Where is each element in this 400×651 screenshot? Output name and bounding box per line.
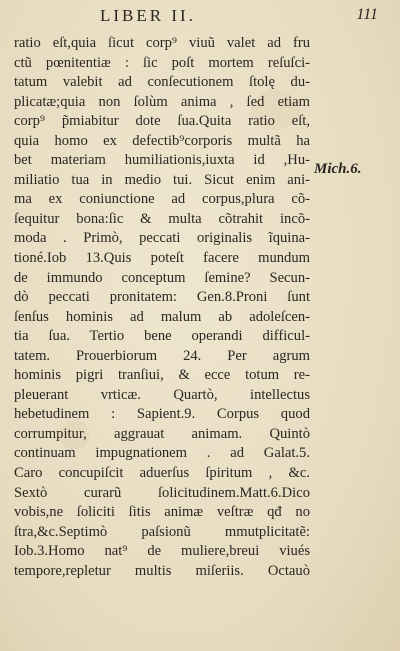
text-line: tatum valebit ad conſecutionem ſtolę du- <box>14 74 310 91</box>
text-line: dò peccati pronitatem: Gen.8.Proni ſunt <box>14 289 310 306</box>
text-line: vobis,ne ſoliciti ſitis animæ veſtræ qđ no <box>14 504 310 521</box>
text-line: Sextò curarũ ſolicitudinem.Matt.6.Dico <box>14 484 310 501</box>
text-line: miliatio tua in medio tui. Sicut enim ani- <box>14 171 310 188</box>
text-line: tempore,repletur multis miſeriis. Octauò <box>14 562 310 579</box>
text-line: hebetudinem : Sapient.9. Corpus quod <box>14 406 310 423</box>
text-line: continuam impugnationem . ad Galat.5. <box>14 445 310 462</box>
text-line: pleuerant vrticæ. Quartò, intellectus <box>14 386 310 403</box>
text-line: ſenſus hominis ad malum ab adoleſcen- <box>14 308 310 325</box>
body-text <box>14 34 310 581</box>
text-line: quia homo ex defectib⁹corporis multã ha <box>14 132 310 149</box>
text-line: moda . Primò, peccati originalis ĩquina- <box>14 230 310 247</box>
text-line: hominis pigri tranſiui, & ecce totum re- <box>14 367 310 384</box>
page-number: 111 <box>356 6 378 23</box>
text-line: ctũ pœnitentiæ : ſic poſt mortem reſuſci- <box>14 54 310 71</box>
text-line: tioné.Iob 13.Quis poteſt facere mundum <box>14 250 310 267</box>
text-line: ſequitur bona:ſic & multa cõtrahit incõ- <box>14 210 310 227</box>
text-line: bet materiam humiliationis,iuxta id ,Hu- <box>14 152 310 169</box>
text-line: Iob.3.Homo nat⁹ de muliere,breui viués <box>14 543 310 560</box>
text-line: ſtra,&c.Septimò paſsionũ mmutplicitatẽ: <box>14 523 310 540</box>
text-line: plicatæ;quia non ſolùm anima , ſed etiam <box>14 93 310 110</box>
running-title: LIBER II. <box>100 6 196 25</box>
text-line: ratio eſt,quia ſicut corp⁹ viuũ valet ad fru <box>14 35 310 51</box>
marginal-note: Mich.6. <box>314 161 362 177</box>
text-line: Caro concupiſcit aduerſus ſpiritum , &c. <box>14 465 310 482</box>
text-line: ma ex coniunctione ad corpus,plura cõ- <box>14 191 310 208</box>
page-header <box>0 6 400 28</box>
text-line: de immundo conceptum ſemine? Secun- <box>14 269 310 286</box>
text-line: tatem. Prouerbiorum 24. Per agrum <box>14 347 310 364</box>
text-line: corrumpitur, aggrauat animam. Quintò <box>14 425 310 442</box>
text-line: corp⁹ p̃miabitur dote ſua.Quita ratio eſt, <box>14 113 310 130</box>
text-line: tia ſua. Tertio bene operandi difficul- <box>14 328 310 345</box>
